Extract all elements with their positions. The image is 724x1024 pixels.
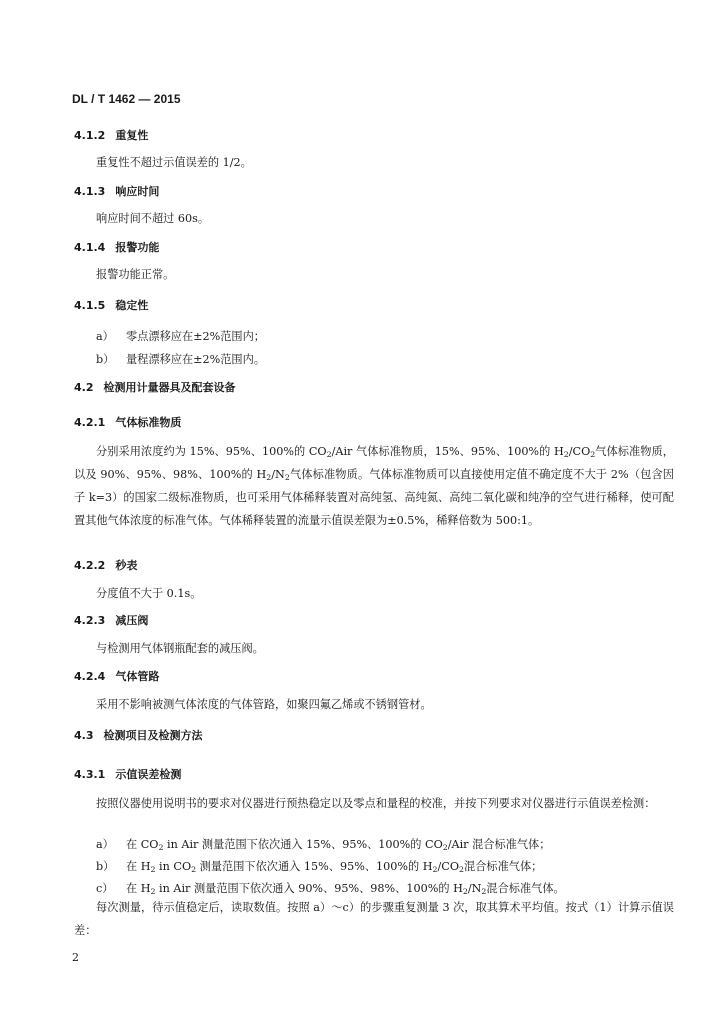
list-marker: a）: [96, 838, 114, 851]
section-title: 稳定性: [115, 299, 149, 312]
paragraph-valve: 与检测用气体钢瓶配套的减压阀。: [96, 642, 264, 655]
section-number: 4.2.2: [74, 559, 106, 572]
list-item: [96, 328, 666, 344]
section-title: 检测项目及检测方法: [103, 729, 203, 742]
section-heading-4-1-2: [74, 127, 148, 143]
section-number: 4.1.3: [74, 185, 106, 198]
paragraph-gas-standards: 分别采用浓度约为 15%、95%、100%的 $CO_2$/Air 气体标准物质，15%、95%、100%的 $H_2/CO_2$气体标准物质，以及 90%、95%、98%、100%的 $H_2/N_2$气体标准物质。气体标准物质可以直接使用定值不确定度不大于 2%（包含因子 k=3）的国家二级标准物质，也可采用气体稀释装置对高纯氢、高纯氮、高纯二氧化碳和纯净的空气进行稀释，使可配置其他气体浓度的标准气体。气体稀释装置的流量示值误差限为±0.5%，稀释倍数为 500:1。: [74, 445, 674, 527]
list-marker: c）: [96, 882, 114, 895]
section-title: 减压阀: [115, 614, 149, 627]
standard-code: DL / T 1462 — 2015: [72, 92, 181, 106]
section-title: 秒表: [115, 559, 138, 572]
section-heading-4-2-2: [74, 557, 137, 573]
paragraph-repeatability: 重复性不超过示值误差的 1/2。: [96, 156, 252, 169]
section-heading-4-2: [74, 379, 236, 395]
paragraph-gas-pipeline: 采用不影响被测气体浓度的气体管路，如聚四氟乙烯或不锈钢管材。: [96, 698, 432, 711]
list-marker: b）: [96, 353, 115, 366]
section-title: 报警功能: [115, 241, 160, 254]
section-title: 检测用计量器具及配套设备: [103, 381, 236, 394]
section-title: 响应时间: [115, 185, 160, 198]
section-number: 4.1.5: [74, 299, 106, 312]
list-marker: b）: [96, 860, 115, 873]
list-text: 零点漂移应在±2%范围内；: [126, 330, 265, 343]
list-item: c） 在 $H_2$ in Air 测量范围下依次通入 90%、95%、98%、100%的 $H_2/N_2$混合标准气体。: [96, 882, 565, 896]
section-heading-4-3: [74, 727, 203, 743]
list-text: 量程漂移应在±2%范围内。: [126, 353, 265, 366]
section-heading-4-2-4: [74, 668, 159, 684]
paragraph-alarm: 报警功能正常。: [96, 268, 175, 281]
section-title: 气体标准物质: [115, 416, 182, 429]
list-item: a） 在 $CO_2$ in Air 测量范围下依次通入 15%、95%、100%的 $CO_2$/Air 混合标准气体；: [96, 838, 551, 852]
paragraph-error-test-intro: 按照仪器使用说明书的要求对仪器进行预热稳定以及零点和量程的校准，并按下列要求对仪器进行示值误差检测：: [96, 797, 656, 810]
section-title: 重复性: [115, 129, 149, 142]
list-item: b） 在 $H_2$ in $CO_2$ 测量范围下依次通入 15%、95%、100%的 $H_2/CO_2$混合标准气体；: [96, 860, 543, 874]
section-number: 4.2: [74, 381, 94, 394]
section-heading-4-1-3: [74, 183, 159, 199]
paragraph-stopwatch: 分度值不大于 0.1s。: [96, 587, 202, 600]
section-number: 4.1.2: [74, 129, 106, 142]
paragraph-error-test-outro: 每次测量，待示值稳定后，读取数值。按照 a）～c）的步骤重复测量 3 次，取其算术平均值。按式（1）计算示值误差：: [74, 901, 674, 937]
section-heading-4-3-1: [74, 766, 181, 782]
section-number: 4.2.3: [74, 614, 106, 627]
list-marker: a）: [96, 330, 114, 343]
section-number: 4.3.1: [74, 768, 106, 781]
section-heading-4-1-5: [74, 297, 148, 313]
section-heading-4-2-3: [74, 612, 148, 628]
section-number: 4.3: [74, 729, 94, 742]
section-number: 4.1.4: [74, 241, 106, 254]
section-title: 气体管路: [115, 670, 160, 683]
section-title: 示值误差检测: [115, 768, 182, 781]
section-number: 4.2.4: [74, 670, 106, 683]
paragraph-response-time: 响应时间不超过 60s。: [96, 212, 210, 225]
page-number: 2: [72, 951, 79, 964]
section-number: 4.2.1: [74, 416, 106, 429]
section-heading-4-2-1: [74, 414, 181, 430]
section-heading-4-1-4: [74, 239, 159, 255]
list-item: [96, 351, 666, 367]
